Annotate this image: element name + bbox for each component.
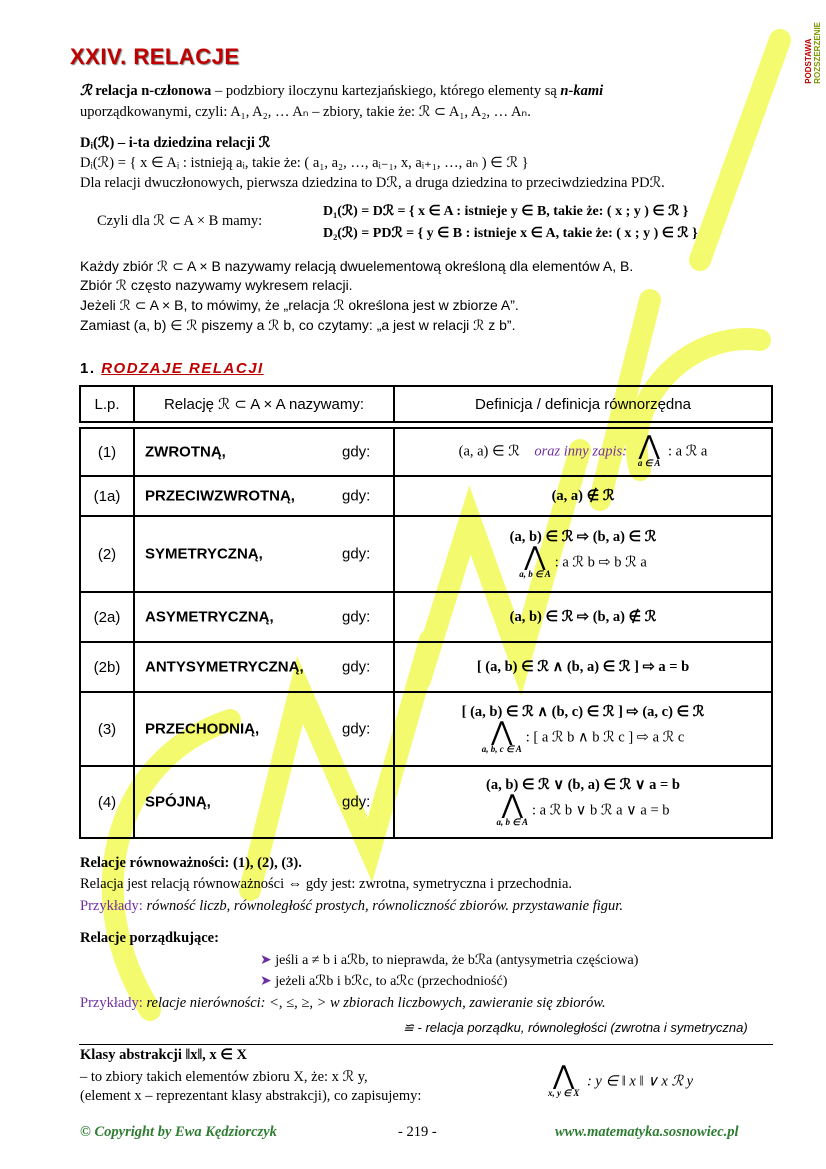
- table-row: (2) SYMETRYCZNĄ, gdy: (a, b) ∈ ℛ ⇨ (b, a) ∈ ℛ ⋀ a, b ∈ A : a ℛ b ⇨ b ℛ a: [80, 516, 772, 592]
- domain-definition: Dᵢ(ℛ) = { x ∈ Aᵢ : istnieją aᵢ, takie że: ( a₁, a₂, …, aᵢ₋₁, x, aᵢ₊₁, …, aₙ ) ∈ ℛ }: [80, 155, 529, 171]
- table-row: (4) SPÓJNĄ, gdy: (a, b) ∈ ℛ ∨ (b, a) ∈ ℛ ∨ a = b ⋀ a, b ∈ A : a ℛ b ∨ b ℛ a ∨ a = b: [80, 766, 772, 838]
- side-level-label: PODSTAWA ROZSZERZENIE: [804, 22, 822, 84]
- table-row: (1a) PRZECIWZWROTNĄ, gdy: (a, a) ∉ ℛ: [80, 476, 772, 516]
- page-title: XXIV. RELACJE: [70, 44, 240, 69]
- intro-definition: ℛ relacja n-członowa – podzbiory iloczynu kartezjańskiego, którego elementy są n-kami: [80, 83, 604, 99]
- intro-definition-line2: uporządkowanymi, czyli: A₁, A₂, … Aₙ – zbiory, takie że: ℛ ⊂ A₁, A₂, … Aₙ.: [80, 104, 531, 120]
- order-note: ≌ - relacja porządku, równoległości (zwrotna i symetryczna): [403, 1020, 748, 1035]
- equiv-title: Relacje równoważności: (1), (2), (3).: [80, 855, 302, 871]
- order-title: Relacje porządkujące:: [80, 930, 219, 946]
- header-definition: Definicja / definicja równorzędna: [394, 386, 772, 422]
- klasy-line2: (element x – reprezentant klasy abstrakcji), co zapisujemy:: [80, 1088, 422, 1104]
- relations-table: [79, 385, 773, 839]
- table-row: (3) PRZECHODNIĄ, gdy: [ (a, b) ∈ ℛ ∧ (b, c) ∈ ℛ ] ⇨ (a, c) ∈ ℛ ⋀ a, b, c ∈ A : [ a ℛ b ∧ b ℛ c ] ⇨ a ℛ c: [80, 692, 772, 766]
- klasy-abstrakcji-box: [79, 1044, 773, 1045]
- big-and-icon: ⋀ a, b ∈ A: [496, 789, 528, 827]
- section-heading: 1. RODZAJE RELACJI: [80, 360, 264, 377]
- domain-two: Dla relacji dwuczłonowych, pierwsza dziedzina to Dℛ, a druga dziedzina to przeciwdziedzina PDℛ.: [80, 175, 665, 191]
- paragraph-1: Każdy zbiór ℛ ⊂ A × B nazywamy relacją dwuelementową określoną dla elementów A, B.: [80, 258, 634, 274]
- footer-url[interactable]: www.matematyka.sosnowiec.pl: [555, 1124, 739, 1140]
- d2-definition: D₂(ℛ) = PDℛ = { y ∈ B : istnieje x ∈ A, takie że: ( x ; y ) ∈ ℛ }: [323, 226, 698, 241]
- arrow-bullet-icon: ➤: [260, 974, 272, 989]
- equiv-examples: Przykłady: równość liczb, równoległość prostych, równoliczność zbiorów. przystawanie figur.: [80, 898, 623, 914]
- czyli-label: Czyli dla ℛ ⊂ A × B mamy:: [97, 213, 263, 229]
- d1-definition: D₁(ℛ) = Dℛ = { x ∈ A : istnieje y ∈ B, takie że: ( x ; y ) ∈ ℛ }: [323, 204, 689, 219]
- table-row: (2b) ANTYSYMETRYCZNĄ, gdy: [ (a, b) ∈ ℛ ∧ (b, a) ∈ ℛ ] ⇨ a = b: [80, 642, 772, 692]
- paragraph-2: Zbiór ℛ często nazywamy wykresem relacji.: [80, 277, 353, 293]
- big-and-icon: ⋀ a, b, c ∈ A: [481, 716, 522, 754]
- table-row: (2a) ASYMETRYCZNĄ, gdy: (a, b) ∈ ℛ ⇨ (b, a) ∉ ℛ: [80, 592, 772, 642]
- big-and-icon: ⋀ a, b ∈ A: [519, 541, 551, 579]
- klasy-title: Klasy abstrakcji ‖x‖, x ∈ X: [80, 1047, 248, 1063]
- domain-title: Dᵢ(ℛ) – i-ta dziedzina relacji ℛ: [80, 135, 271, 151]
- klasy-formula: ⋀ x, y ∈ X : y ∈ ‖ x ‖ ∨ x ℛ y: [548, 1061, 694, 1098]
- order-examples: Przykłady: relacje nierówności: <, ≤, ≥, > w zbiorach liczbowych, zawieranie się zbiorów.: [80, 995, 606, 1011]
- big-and-icon: ⋀ x, y ∈ X: [548, 1061, 580, 1098]
- paragraph-4: Zamiast (a, b) ∈ ℛ piszemy a ℛ b, co czytamy: „a jest w relacji ℛ z b”.: [80, 317, 516, 333]
- table-row: (1) ZWROTNĄ, gdy: (a, a) ∈ ℛ oraz inny zapis: ⋀ a ∈ A : a ℛ a: [80, 428, 772, 476]
- equiv-line: Relacja jest relacją równoważności ⇔ gdy jest: zwrotna, symetryczna i przechodnia.: [80, 876, 573, 892]
- footer-copyright: © Copyright by Ewa Kędziorczyk: [80, 1124, 277, 1140]
- header-name: Relację ℛ ⊂ A × A nazywamy:: [134, 386, 394, 422]
- order-bullet-2: ➤ jeżeli aℛb i bℛc, to aℛc (przechodniość): [260, 974, 508, 989]
- paragraph-3: Jeżeli ℛ ⊂ A × B, to mówimy, że „relacja ℛ określona jest w zbiorze A”.: [80, 297, 519, 313]
- footer-page-number: - 219 -: [398, 1124, 437, 1140]
- klasy-line1: – to zbiory takich elementów zbioru X, że: x ℛ y,: [80, 1069, 368, 1085]
- header-lp: L.p.: [80, 386, 134, 422]
- big-and-icon: ⋀ a ∈ A: [637, 431, 661, 468]
- order-bullet-1: ➤ jeśli a ≠ b i aℛb, to nieprawda, że bℛa (antysymetria częściowa): [260, 953, 639, 968]
- arrow-bullet-icon: ➤: [260, 953, 272, 968]
